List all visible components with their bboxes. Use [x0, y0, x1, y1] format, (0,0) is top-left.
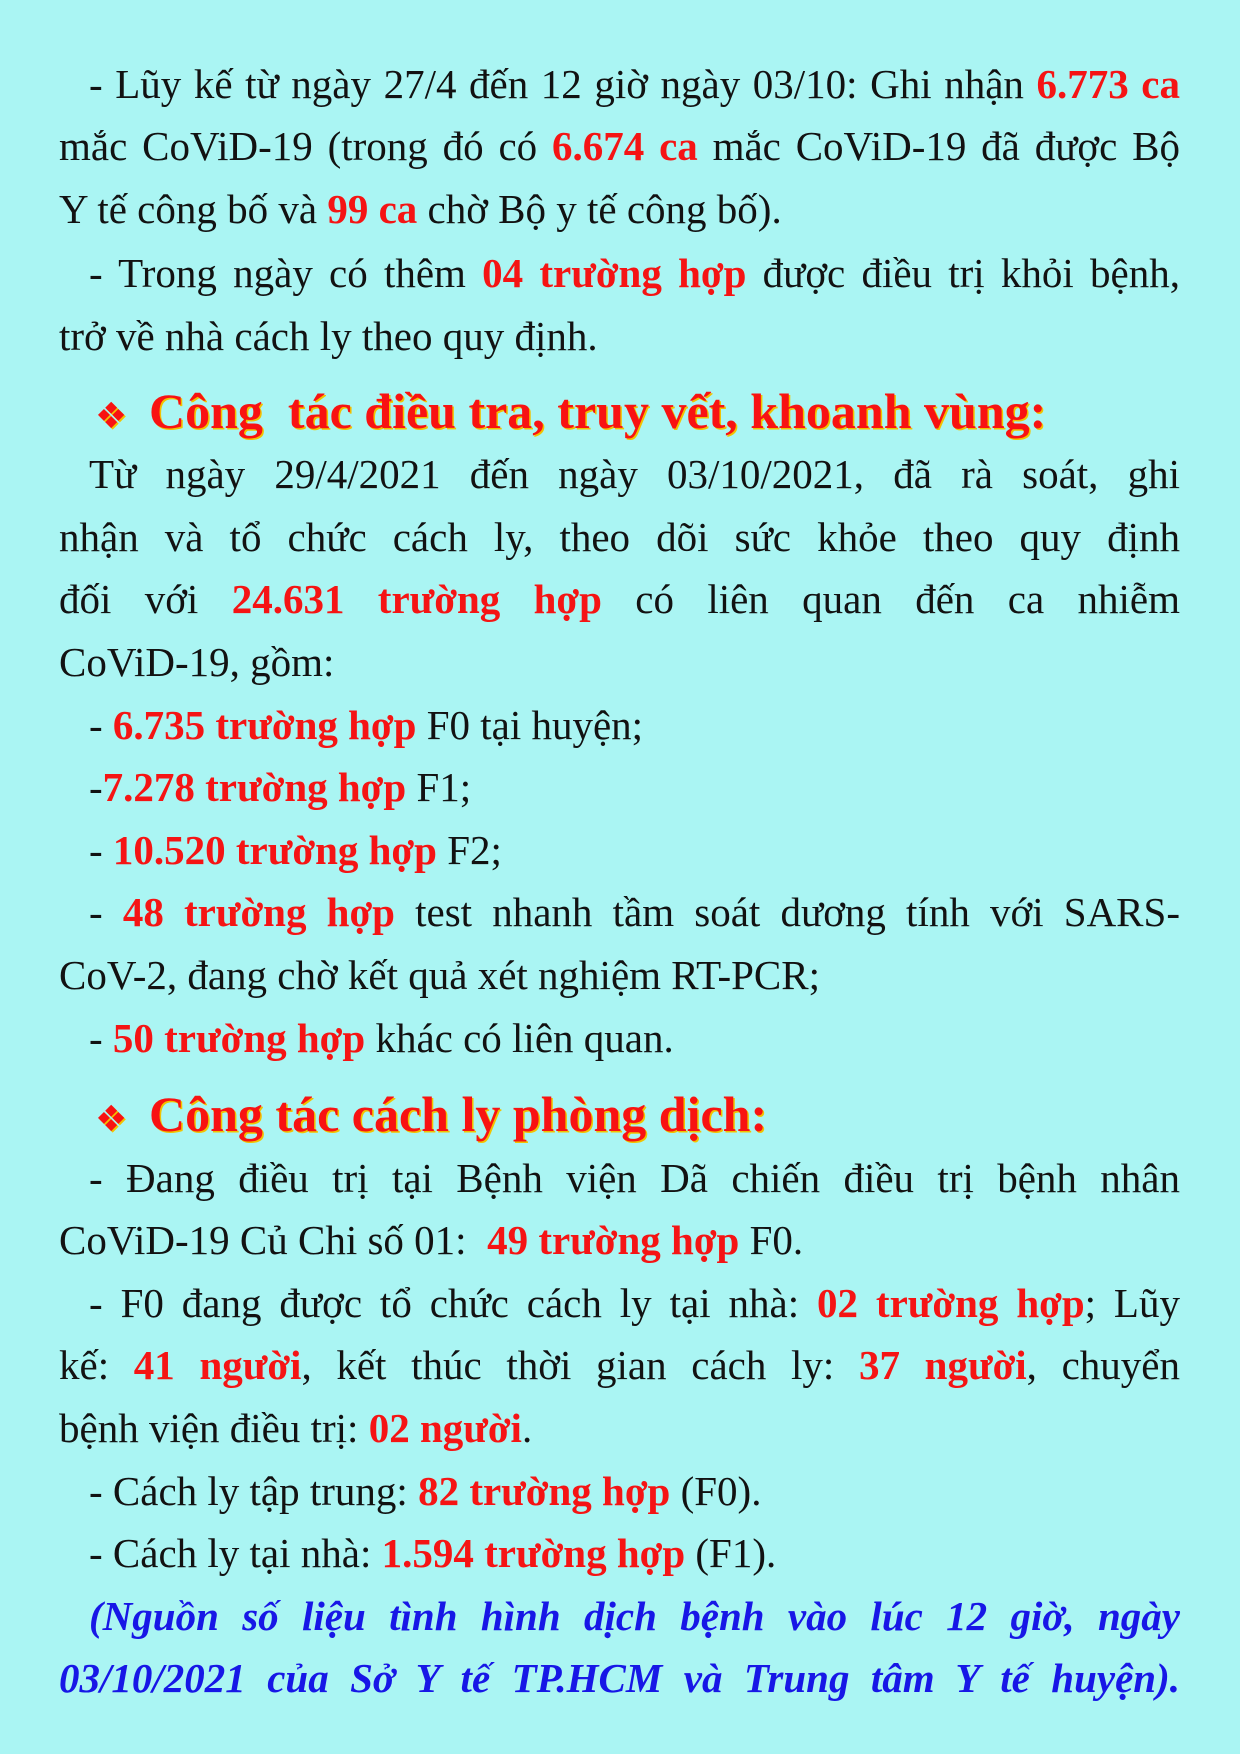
body-text: - [89, 1014, 113, 1061]
body-text: - Cách ly tập trung: [89, 1467, 419, 1514]
section-heading-quarantine [59, 1083, 1180, 1146]
text-line [59, 1147, 1180, 1210]
highlight-figure: 02 người [368, 1405, 522, 1452]
body-text: F0 tại huyện; [416, 701, 644, 748]
text-line [59, 944, 1180, 1007]
text-line [59, 242, 1180, 305]
highlight-figure: 37 người [859, 1342, 1027, 1389]
highlight-figure: 49 trường hợp [487, 1217, 740, 1264]
list-item [59, 1007, 1180, 1070]
text-line [59, 53, 1180, 116]
heading-text: Công tác điều tra, truy vết, khoanh vùng: [149, 382, 1047, 439]
text-line [59, 694, 1180, 757]
highlight-figure: 99 ca [327, 185, 418, 232]
text-line [59, 819, 1180, 882]
highlight-figure: 6.674 ca [551, 123, 698, 170]
body-text: CoViD-19 Củ Chi số 01: [59, 1217, 488, 1264]
tracing-intro-paragraph [59, 443, 1180, 693]
body-text: mắc CoViD-19 đã được Bộ [697, 123, 1180, 170]
body-text: F2; [436, 826, 502, 873]
body-text: test nhanh tầm soát dương tính với SARS- [394, 889, 1180, 936]
body-text: - [89, 764, 103, 811]
highlight-figure: 7.278 trường hợp [102, 764, 407, 811]
text-line [59, 1397, 1180, 1460]
body-text: F1; [406, 764, 472, 811]
list-item [59, 1460, 1180, 1523]
text-line [59, 881, 1180, 944]
body-text: Y tế công bố và [59, 185, 328, 232]
body-text: có liên quan đến ca nhiễm [601, 576, 1180, 623]
body-text: đối với [59, 576, 232, 623]
note-text: 03/10/2021 của Sở Y tế TP.HCM và Trung tâm Y tế huyện). [59, 1655, 1180, 1702]
list-item [59, 1272, 1180, 1460]
text-line [59, 1334, 1180, 1397]
body-text: bệnh viện điều trị: [59, 1405, 369, 1452]
highlight-figure: 04 trường hợp [482, 250, 747, 297]
list-item [59, 756, 1180, 819]
source-note [59, 1585, 1180, 1710]
text-line [59, 756, 1180, 819]
highlight-figure: 02 trường hợp [817, 1279, 1085, 1326]
text-line [59, 1209, 1180, 1272]
text-line [59, 1272, 1180, 1335]
highlight-figure: 41 người [133, 1342, 302, 1389]
body-text: (F1). [685, 1530, 777, 1577]
body-text: ; Lũy [1084, 1279, 1180, 1326]
text-line [59, 305, 1180, 368]
highlight-figure: 48 trường hợp [122, 889, 395, 936]
highlight-figure: 82 trường hợp [418, 1467, 671, 1514]
list-item [59, 1147, 1180, 1272]
text-line [59, 1522, 1180, 1585]
highlight-figure: 50 trường hợp [112, 1014, 366, 1061]
body-text: (F0). [670, 1467, 762, 1514]
note-text: (Nguồn số liệu tình hình dịch bệnh vào lúc 12 giờ, ngày [89, 1592, 1180, 1639]
heading-text: Công tác cách ly phòng dịch: [149, 1086, 768, 1143]
body-text: mắc CoViD-19 (trong đó có [59, 123, 552, 170]
body-text: - F0 đang được tổ chức cách ly tại nhà: [89, 1279, 818, 1326]
body-text: , chuyển [1026, 1342, 1180, 1389]
text-line [59, 506, 1180, 569]
body-text: Từ ngày 29/4/2021 đến ngày 03/10/2021, đã rà soát, ghi [89, 451, 1180, 498]
body-text: - [89, 701, 113, 748]
list-item [59, 881, 1180, 1006]
text-line [59, 1460, 1180, 1523]
body-text: chờ Bộ y tế công bố). [417, 185, 782, 232]
highlight-figure: 10.520 trường hợp [112, 826, 437, 873]
text-line [59, 178, 1180, 241]
text-line [59, 443, 1180, 506]
body-text: CoV-2, đang chờ kết quả xét nghiệm RT-PCR; [59, 951, 820, 998]
body-text: - Lũy kế từ ngày 27/4 đến 12 giờ ngày 03/10: Ghi nhận [89, 60, 1037, 107]
body-text: CoViD-19, gồm: [59, 638, 335, 685]
body-text: được điều trị khỏi bệnh, [746, 250, 1180, 297]
list-item [59, 819, 1180, 882]
recovered-paragraph [59, 242, 1180, 367]
cumulative-cases-paragraph [59, 53, 1180, 241]
body-text: , kết thúc thời gian cách ly: [301, 1342, 859, 1389]
diamond-bullet-icon [95, 386, 149, 449]
body-text: nhận và tổ chức cách ly, theo dõi sức khỏe theo quy định [59, 513, 1180, 560]
diamond-bullet-icon [95, 1089, 149, 1152]
body-text: F0. [739, 1217, 804, 1264]
body-text: - [89, 889, 123, 936]
body-text: - Trong ngày có thêm [89, 250, 483, 297]
body-text: trở về nhà cách ly theo quy định. [59, 312, 598, 359]
body-text: khác có liên quan. [365, 1014, 674, 1061]
text-line [59, 1647, 1180, 1710]
highlight-figure: 6.773 ca [1036, 60, 1181, 107]
text-line [59, 1007, 1180, 1070]
highlight-figure: 6.735 trường hợp [112, 701, 417, 748]
section-heading-tracing [59, 380, 1180, 443]
text-line [59, 1585, 1180, 1648]
list-item [59, 694, 1180, 757]
body-text: kế: [59, 1342, 134, 1389]
highlight-figure: 1.594 trường hợp [381, 1530, 686, 1577]
body-text: - Đang điều trị tại Bệnh viện Dã chiến điều trị bệnh nhân [89, 1154, 1180, 1201]
text-line [59, 631, 1180, 694]
text-line [59, 568, 1180, 631]
body-text: - Cách ly tại nhà: [89, 1530, 382, 1577]
highlight-figure: 24.631 trường hợp [231, 576, 602, 623]
text-line [59, 115, 1180, 178]
list-item [59, 1522, 1180, 1585]
body-text: . [521, 1405, 533, 1452]
body-text: - [89, 826, 113, 873]
